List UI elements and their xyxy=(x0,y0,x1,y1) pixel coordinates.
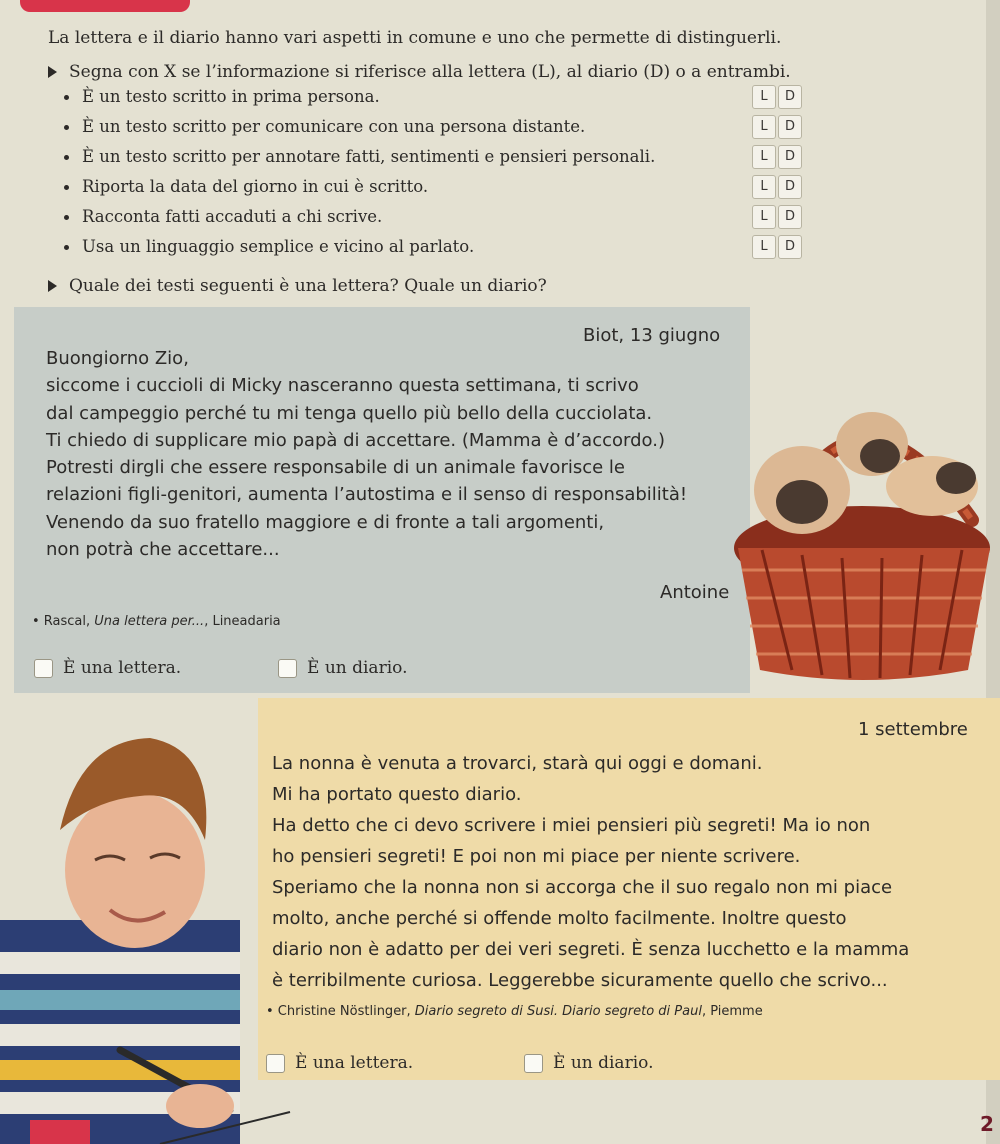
source-publisher: , Lineadaria xyxy=(204,614,281,629)
diary-source xyxy=(266,1004,763,1019)
option-diary-2[interactable] xyxy=(524,1053,653,1073)
statement-item xyxy=(60,142,820,172)
checkbox-l[interactable]: L xyxy=(752,115,776,139)
letter-line: Buongiorno Zio, xyxy=(46,348,189,369)
option-diary-1[interactable] xyxy=(278,658,407,678)
instruction-text: Segna con X se l’informazione si riferisce alla lettera (L), al diario (D) o a entrambi. xyxy=(69,62,791,82)
letter-signature: Antoine xyxy=(660,582,730,603)
letter-source xyxy=(32,614,281,629)
letter-line: Potresti dirgli che essere responsabile di un animale favorisce le xyxy=(46,457,625,479)
puppies-basket-image xyxy=(732,370,994,688)
bullet-icon xyxy=(64,155,69,160)
diary-line: ho pensieri segreti! E poi non mi piace per niente scrivere. xyxy=(272,846,801,867)
answer-boxes xyxy=(752,235,802,259)
option-letter-1[interactable] xyxy=(34,658,181,678)
checkbox-d[interactable]: D xyxy=(778,175,802,199)
source-title: Diario segreto di Susi. Diario segreto di Paul xyxy=(414,1004,702,1019)
statement-item xyxy=(60,202,820,232)
statement-text: Riporta la data del giorno in cui è scritto. xyxy=(82,177,429,196)
checkbox[interactable] xyxy=(34,659,53,678)
diary-body xyxy=(272,748,992,996)
letter-line: dal campeggio perché tu mi tenga quello più bello della cucciolata. xyxy=(46,402,653,424)
answer-boxes xyxy=(752,145,802,169)
source-publisher: , Piemme xyxy=(701,1004,763,1019)
option-label: È un diario. xyxy=(553,1053,654,1073)
checkbox[interactable] xyxy=(278,659,297,678)
source-author: • Rascal, xyxy=(32,614,95,629)
intro-text: La lettera e il diario hanno vari aspetti in comune e uno che permette di distinguerli. xyxy=(48,28,782,48)
source-author: • Christine Nöstlinger, xyxy=(266,1004,415,1019)
letter-line: Ti chiedo di supplicare mio papà di accettare. (Mamma è d’accordo.) xyxy=(46,429,665,451)
letter-line: Venendo da suo fratello maggiore e di fronte a tali argomenti, xyxy=(46,511,605,533)
diary-line: Mi ha portato questo diario. xyxy=(272,784,522,805)
checkbox-l[interactable]: L xyxy=(752,235,776,259)
answer-boxes xyxy=(752,205,802,229)
page-number: 2 xyxy=(980,1112,994,1136)
arrow-icon xyxy=(48,66,57,78)
option-label: È una lettera. xyxy=(295,1053,414,1073)
checkbox-d[interactable]: D xyxy=(778,205,802,229)
chapter-tab xyxy=(20,0,190,12)
checkbox-l[interactable]: L xyxy=(752,145,776,169)
arrow-icon xyxy=(48,280,57,292)
letter-line: siccome i cuccioli di Micky nasceranno questa settimana, ti scrivo xyxy=(46,375,639,397)
bullet-icon xyxy=(64,125,69,130)
question xyxy=(48,276,547,296)
question-text: Quale dei testi seguenti è una lettera? Quale un diario? xyxy=(69,276,547,296)
checkbox[interactable] xyxy=(524,1054,543,1073)
source-title: Una lettera per... xyxy=(94,614,205,629)
diary-line: è terribilmente curiosa. Leggerebbe sicuramente quello che scrivo... xyxy=(272,970,888,991)
checkbox-l[interactable]: L xyxy=(752,205,776,229)
checkbox-d[interactable]: D xyxy=(778,235,802,259)
statement-text: È un testo scritto in prima persona. xyxy=(82,87,380,106)
diary-line: La nonna è venuta a trovarci, starà qui oggi e domani. xyxy=(272,753,763,774)
boy-writing-image xyxy=(0,720,300,1144)
statement-item xyxy=(60,112,820,142)
statement-list xyxy=(60,82,820,262)
letter-body xyxy=(46,345,746,563)
answer-boxes xyxy=(752,85,802,109)
letter-line: non potrà che accettare... xyxy=(46,539,280,561)
diary-date: 1 settembre xyxy=(858,719,968,740)
instruction xyxy=(48,62,791,82)
bullet-icon xyxy=(64,245,69,250)
option-label: È una lettera. xyxy=(63,658,182,678)
statement-text: È un testo scritto per comunicare con una persona distante. xyxy=(82,117,586,136)
statement-item xyxy=(60,172,820,202)
letter-date: Biot, 13 giugno xyxy=(583,325,721,346)
answer-boxes xyxy=(752,115,802,139)
diary-line: Ha detto che ci devo scrivere i miei pensieri più segreti! Ma io non xyxy=(272,815,871,836)
diary-line: molto, anche perché si offende molto facilmente. Inoltre questo xyxy=(272,908,847,929)
statement-item xyxy=(60,82,820,112)
bullet-icon xyxy=(64,185,69,190)
checkbox-d[interactable]: D xyxy=(778,85,802,109)
checkbox-d[interactable]: D xyxy=(778,115,802,139)
letter-line: relazioni figli-genitori, aumenta l’autostima e il senso di responsabilità! xyxy=(46,484,688,506)
diary-line: diario non è adatto per dei veri segreti. È senza lucchetto e la mamma xyxy=(272,939,910,960)
statement-text: Usa un linguaggio semplice e vicino al parlato. xyxy=(82,237,475,256)
diary-line: Speriamo che la nonna non si accorga che il suo regalo non mi piace xyxy=(272,877,893,898)
option-label: È un diario. xyxy=(307,658,408,678)
bullet-icon xyxy=(64,95,69,100)
statement-item xyxy=(60,232,820,262)
answer-boxes xyxy=(752,175,802,199)
bullet-icon xyxy=(64,215,69,220)
checkbox-l[interactable]: L xyxy=(752,85,776,109)
checkbox-l[interactable]: L xyxy=(752,175,776,199)
checkbox-d[interactable]: D xyxy=(778,145,802,169)
statement-text: Racconta fatti accaduti a chi scrive. xyxy=(82,207,383,226)
statement-text: È un testo scritto per annotare fatti, sentimenti e pensieri personali. xyxy=(82,147,656,166)
